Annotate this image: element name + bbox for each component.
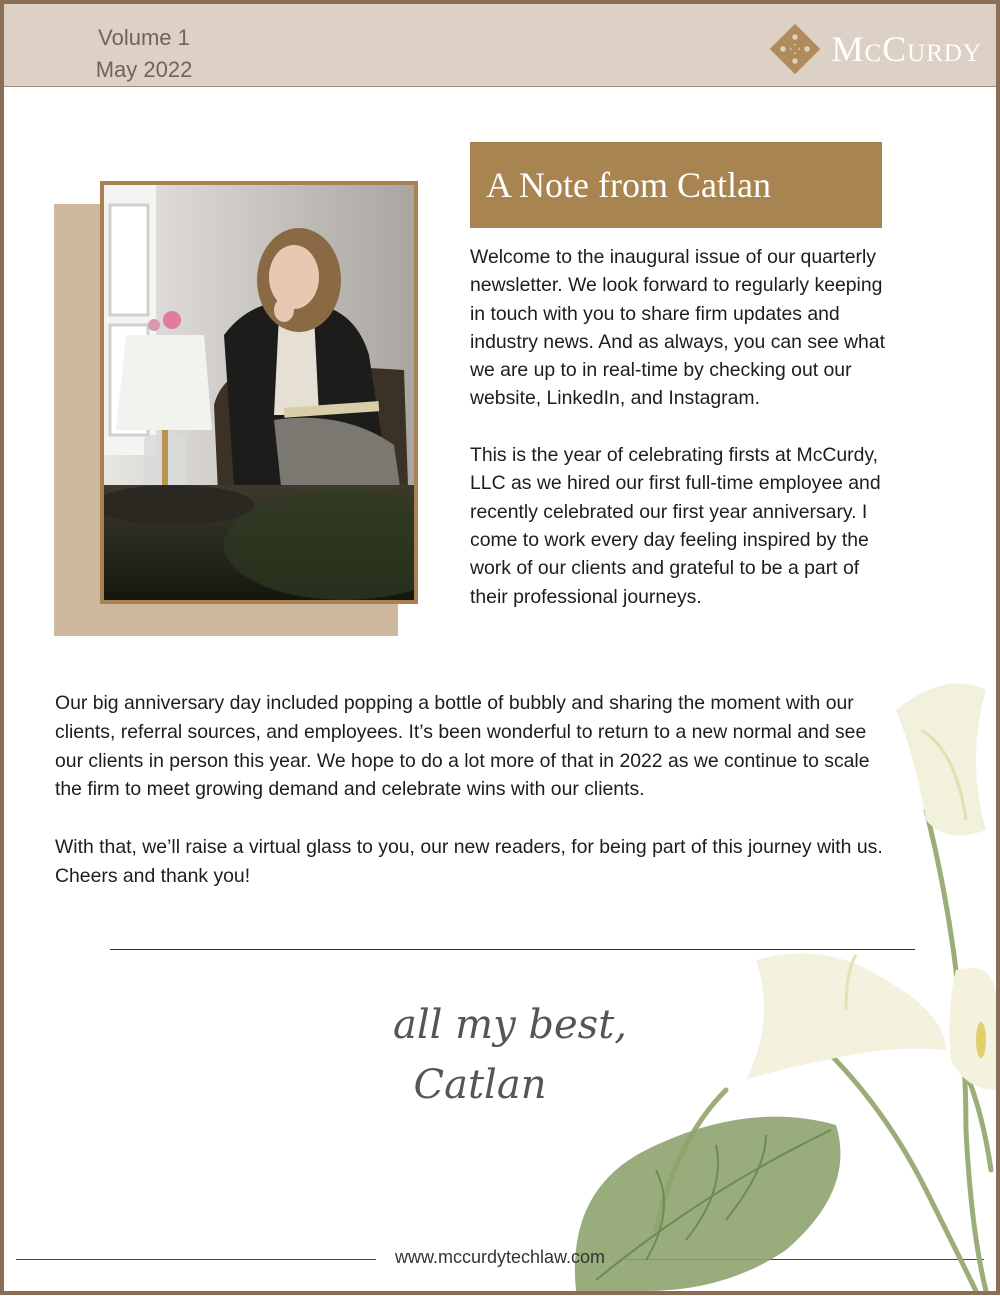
brand-logo (769, 22, 982, 76)
paragraph: This is the year of celebrating firsts at McCurdy, LLC as we hired our first full-time employee and recently celebrated our first year anniversary. I come to work every day feeling inspired by the work of our clients and grateful to be a part of their professional journeys. (470, 444, 881, 608)
body-text (55, 689, 885, 919)
volume-label: Volume 1 (98, 25, 190, 50)
portrait-photo (100, 181, 418, 604)
issue-date: May 2022 (95, 57, 193, 82)
paragraph: Welcome to the inaugural issue of our quarterly newsletter. We look forward to regularly keeping in touch with you to share firm updates and industry news. And as always, you can see what we are up to in real-time by checking out our website, LinkedIn, and Instagram. (470, 246, 885, 410)
issue-info (74, 22, 214, 86)
footer-rule-left (16, 1259, 376, 1260)
article-title: A Note from Catlan (486, 165, 771, 205)
intro-column (470, 243, 890, 639)
article-title-box (470, 142, 882, 228)
website-link[interactable]: www.mccurdytechlaw.com (394, 1247, 606, 1267)
signature-name: Catlan (413, 1062, 547, 1108)
paragraph: With that, we’ll raise a virtual glass to you, our new readers, for being part of this journey with us. Cheers and thank you! (55, 835, 883, 887)
signature-closing: all my best, (393, 1002, 627, 1048)
brand-name: McCurdy (831, 29, 982, 69)
header-band (4, 4, 996, 87)
celtic-knot-icon (769, 23, 821, 75)
paragraph: Our big anniversary day included popping a bottle of bubbly and sharing the moment with our clients, referral sources, and employees. It’s been wonderful to return to a new normal and see our clients in person this year. We hope to do a lot more of that in 2022 as we continue to scale the firm to meet growing demand and celebrate wins with our clients. (55, 692, 870, 801)
signature (360, 995, 660, 1115)
